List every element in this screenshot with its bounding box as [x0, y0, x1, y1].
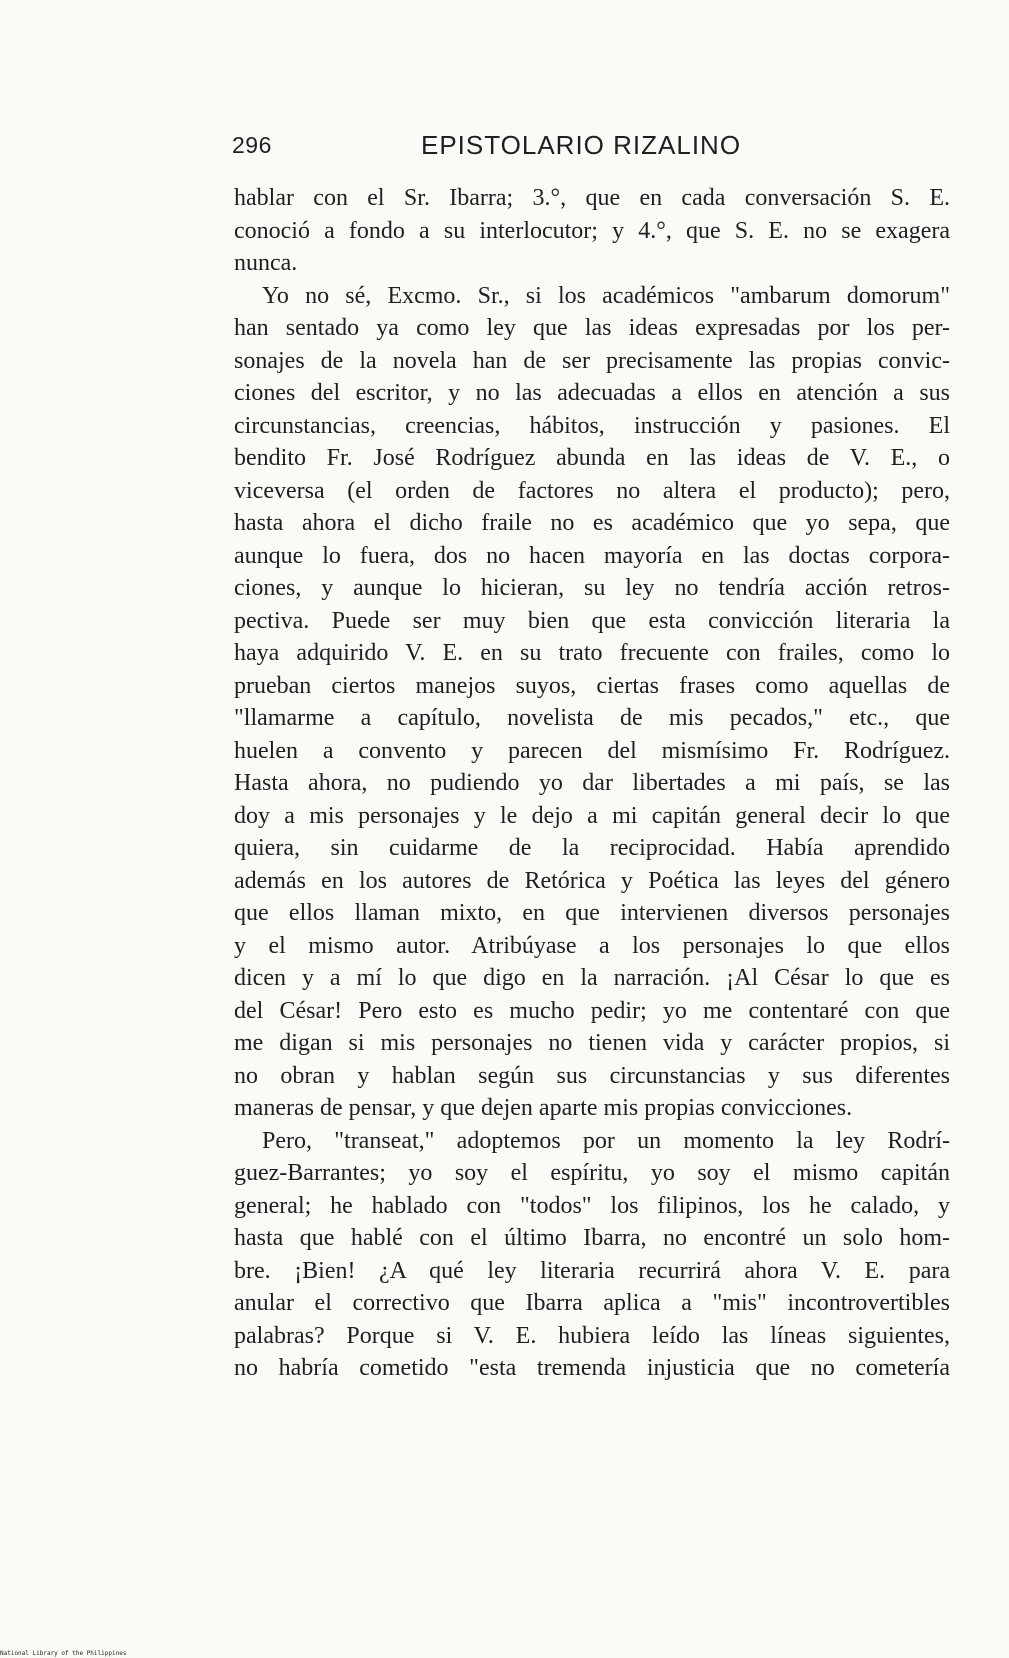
- text-line: Yo no sé, Excmo. Sr., si los académicos "ambarum domorum": [262, 282, 950, 309]
- text-line: circunstancias, creencias, hábitos, instrucción y pasiones. El: [234, 412, 950, 439]
- text-line: hasta que hablé con el último Ibarra, no encontré un solo hom-: [234, 1225, 950, 1251]
- text-line: Pero, "transeat," adoptemos por un momento la ley Rodrí-: [262, 1127, 950, 1154]
- text-line: guez-Barrantes; yo soy el espíritu, yo soy el mismo capitán: [234, 1160, 950, 1186]
- text-line: nunca.: [234, 250, 298, 276]
- text-line: palabras? Porque si V. E. hubiera leído las líneas siguientes,: [234, 1322, 950, 1349]
- text-line: Hasta ahora, no pudiendo yo dar libertades a mi país, se las: [234, 770, 950, 796]
- page-header: [232, 128, 952, 164]
- text-line: viceversa (el orden de factores no altera el producto); pero,: [234, 477, 950, 504]
- text-line: bendito Fr. José Rodríguez abunda en las ideas de V. E., o: [234, 445, 950, 471]
- text-line: no obran y hablan según sus circunstancias y sus diferentes: [234, 1062, 950, 1089]
- text-line: prueban ciertos manejos suyos, ciertas frases como aquellas de: [234, 672, 950, 699]
- text-line: me digan si mis personajes no tienen vida y carácter propios, si: [234, 1030, 950, 1056]
- page-number: 296: [232, 132, 272, 158]
- text-line: además en los autores de Retórica y Poética las leyes del género: [234, 867, 950, 894]
- text-line: ciones del escritor, y no las adecuadas a ellos en atención a sus: [234, 380, 950, 406]
- text-line: hasta ahora el dicho fraile no es académico que yo sepa, que: [234, 510, 950, 536]
- text-line: hablar con el Sr. Ibarra; 3.°, que en cada conversación S. E.: [234, 185, 950, 211]
- text-line: bre. ¡Bien! ¿A qué ley literaria recurrirá ahora V. E. para: [234, 1257, 950, 1284]
- text-line: han sentado ya como ley que las ideas expresadas por los per-: [234, 315, 950, 341]
- body-text: [234, 182, 950, 1385]
- text-line: quiera, sin cuidarme de la reciprocidad. Había aprendido: [234, 835, 950, 861]
- text-line: dicen y a mí lo que digo en la narración. ¡Al César lo que es: [234, 965, 950, 991]
- text-line: que ellos llaman mixto, en que intervienen diversos personajes: [234, 900, 950, 926]
- text-line: huelen a convento y parecen del mismísimo Fr. Rodríguez.: [234, 737, 950, 764]
- text-line: pectiva. Puede ser muy bien que esta convicción literaria la: [234, 607, 950, 634]
- running-title: EPISTOLARIO RIZALINO: [421, 130, 742, 160]
- text-line: conoció a fondo a su interlocutor; y 4.°, que S. E. no se exagera: [234, 217, 950, 244]
- text-line: ciones, y aunque lo hicieran, su ley no tendría acción retros-: [234, 575, 950, 601]
- text-line: aunque lo fuera, dos no hacen mayoría en las doctas corpora-: [234, 542, 950, 569]
- text-line: del César! Pero esto es mucho pedir; yo me contentaré con que: [234, 997, 950, 1024]
- text-line: doy a mis personajes y le dejo a mi capitán general decir lo que: [234, 802, 950, 829]
- text-line: anular el correctivo que Ibarra aplica a "mis" incontrovertibles: [234, 1290, 950, 1316]
- text-line: sonajes de la novela han de ser precisamente las propias convic-: [234, 347, 950, 374]
- text-line: general; he hablado con "todos" los filipinos, los he calado, y: [234, 1192, 950, 1219]
- library-credit: National Library of the Philippines: [0, 1650, 127, 1657]
- text-line: y el mismo autor. Atribúyase a los personajes lo que ellos: [234, 932, 950, 959]
- text-line: no habría cometido "esta tremenda injusticia que no cometería: [234, 1355, 950, 1381]
- text-line: haya adquirido V. E. en su trato frecuente con frailes, como lo: [234, 640, 950, 666]
- text-line: maneras de pensar, y que dejen aparte mis propias convicciones.: [234, 1095, 853, 1121]
- text-line: "llamarme a capítulo, novelista de mis pecados," etc., que: [234, 705, 950, 731]
